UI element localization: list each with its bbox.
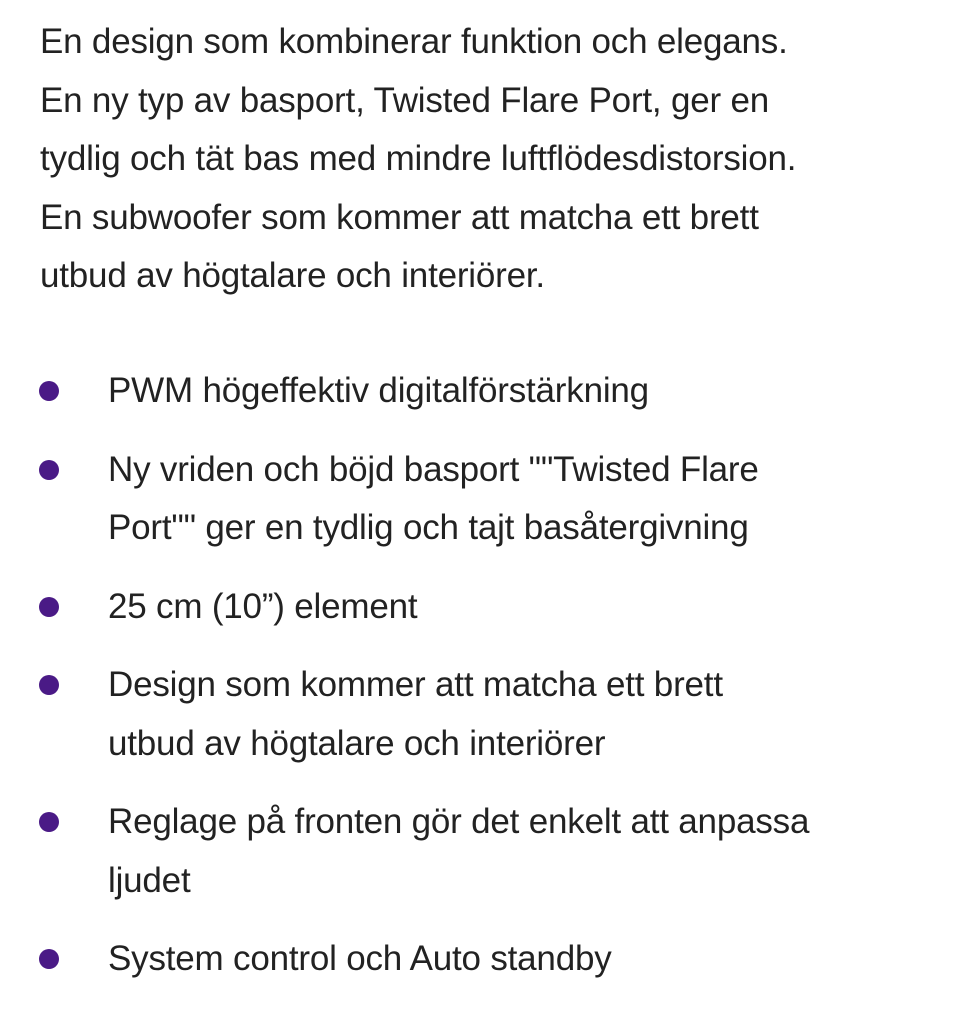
feature-text: ljudet <box>108 860 191 900</box>
feature-text: 25 cm (10”) element <box>108 586 418 626</box>
feature-item <box>0 362 960 421</box>
feature-item <box>0 930 960 989</box>
intro-line: En ny typ av basport, Twisted Flare Port, ger en <box>40 80 770 120</box>
feature-text: Reglage på fronten gör det enkelt att anpassa <box>108 802 810 841</box>
feature-item <box>0 578 960 637</box>
bullet-icon <box>39 460 59 480</box>
feature-list <box>0 362 960 1009</box>
feature-text: PWM högeffektiv digitalförstärkning <box>108 371 649 410</box>
intro-paragraph <box>40 13 940 306</box>
intro-line: En design som kombinerar funktion och elegans. <box>40 22 788 61</box>
feature-text: Ny vriden och böjd basport ""Twisted Flare <box>108 449 759 489</box>
feature-text: Design som kommer att matcha ett brett <box>108 665 723 704</box>
intro-line: En subwoofer som kommer att matcha ett brett <box>40 197 759 237</box>
bullet-icon <box>39 949 59 969</box>
bullet-icon <box>39 812 59 832</box>
bullet-icon <box>39 675 59 695</box>
feature-text: Port"" ger en tydlig och tajt basåtergivning <box>108 508 749 547</box>
bullet-icon <box>39 381 59 401</box>
feature-item <box>0 656 960 773</box>
feature-item <box>0 793 960 910</box>
bullet-icon <box>39 597 59 617</box>
feature-text: utbud av högtalare och interiörer <box>108 723 606 763</box>
feature-text: System control och Auto standby <box>108 939 612 978</box>
intro-line: utbud av högtalare och interiörer. <box>40 256 545 295</box>
feature-item <box>0 441 960 558</box>
intro-line: tydlig och tät bas med mindre luftflödesdistorsion. <box>40 139 797 178</box>
